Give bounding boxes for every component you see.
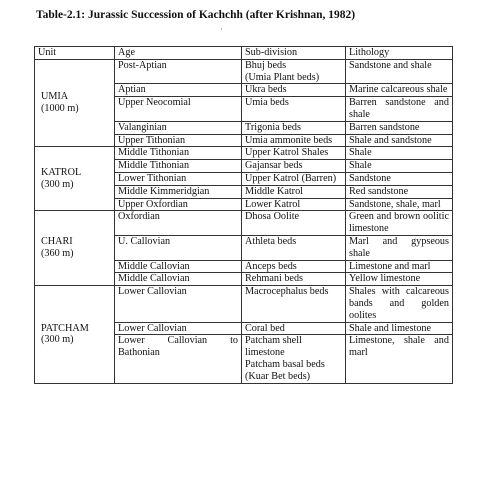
subdivision-cell: Patcham shell limestone Patcham basal beds (Kuar Bet beds)	[242, 335, 346, 383]
lithology-cell: Sandstone	[346, 172, 453, 185]
subdivision-cell: Upper Katrol (Barren)	[242, 172, 346, 185]
unit-name: KATROL	[41, 167, 82, 179]
header-unit: Unit	[35, 47, 115, 60]
age-cell: Lower Callovian to Bathonian	[115, 335, 242, 383]
jurassic-succession-table	[34, 46, 453, 384]
lithology-cell: Shale and sandstone	[346, 134, 453, 147]
lithology-cell: Sandstone, shale, marl	[346, 198, 453, 211]
unit-thickness: (360 m)	[41, 248, 74, 260]
subdivision-cell: Upper Katrol Shales	[242, 147, 346, 160]
unit-thickness: (300 m)	[41, 334, 74, 346]
lithology-cell: Limestone and marl	[346, 260, 453, 273]
subdivision-cell: Lower Katrol	[242, 198, 346, 211]
age-cell: Valanginian	[115, 121, 242, 134]
lithology-cell: Shale	[346, 147, 453, 160]
unit-thickness: (300 m)	[41, 178, 74, 190]
subdivision-cell: Athleta beds	[242, 235, 346, 260]
lithology-cell: Marl and gypseous shale	[346, 235, 453, 260]
unit-cell	[35, 147, 115, 211]
unit-name: CHARI	[41, 236, 73, 248]
lithology-cell: Shale	[346, 160, 453, 173]
age-cell: Upper Neocomial	[115, 97, 242, 122]
table-row	[35, 286, 453, 322]
age-cell: Middle Kimmeridgian	[115, 185, 242, 198]
age-cell: Upper Oxfordian	[115, 198, 242, 211]
lithology-cell: Yellow limestone	[346, 273, 453, 286]
subdivision-cell: Macrocephalus beds	[242, 286, 346, 322]
age-cell: Middle Tithonian	[115, 160, 242, 173]
age-cell: Lower Tithonian	[115, 172, 242, 185]
subdivision-cell: Rehmani beds	[242, 273, 346, 286]
header-subdivision: Sub-division	[242, 47, 346, 60]
age-cell: Lower Callovian	[115, 322, 242, 335]
subdivision-cell: Umia beds	[242, 97, 346, 122]
header-age: Age	[115, 47, 242, 60]
age-cell: Post-Aptian	[115, 59, 242, 84]
unit-cell	[35, 286, 115, 383]
header-lithology: Lithology	[346, 47, 453, 60]
table-row	[35, 59, 453, 84]
table-row	[35, 211, 453, 236]
age-cell: Oxfordian	[115, 211, 242, 236]
subdivision-cell: Coral bed	[242, 322, 346, 335]
subdivision-cell: Anceps beds	[242, 260, 346, 273]
subdivision-cell: Middle Katrol	[242, 185, 346, 198]
unit-cell	[35, 211, 115, 286]
subdivision-cell: Trigonia beds	[242, 121, 346, 134]
unit-name: UMIA	[41, 91, 69, 103]
unit-thickness: (1000 m)	[41, 103, 79, 115]
age-cell: Upper Tithonian	[115, 134, 242, 147]
unit-cell	[35, 59, 115, 147]
subdivision-cell: Dhosa Oolite	[242, 211, 346, 236]
lithology-cell: Shale and limestone	[346, 322, 453, 335]
subdivision-cell: Bhuj beds (Umia Plant beds)	[242, 59, 346, 84]
lithology-cell: Shales with calcareous bands and golden oolites	[346, 286, 453, 322]
header-row	[35, 47, 453, 60]
table-title: Table-2.1: Jurassic Succession of Kachchh (after Krishnan, 1982)	[36, 9, 356, 21]
table-row	[35, 147, 453, 160]
age-cell: U. Callovian	[115, 235, 242, 260]
age-cell: Aptian	[115, 84, 242, 97]
subdivision-cell: Umia ammonite beds	[242, 134, 346, 147]
age-cell: Middle Tithonian	[115, 147, 242, 160]
lithology-cell: Red sandstone	[346, 185, 453, 198]
subdivision-cell: Gajansar beds	[242, 160, 346, 173]
unit-name: PATCHAM	[41, 322, 89, 334]
lithology-cell: Green and brown oolitic limestone	[346, 211, 453, 236]
age-cell: Middle Callovian	[115, 260, 242, 273]
subdivision-cell: Ukra beds	[242, 84, 346, 97]
lithology-cell: Barren sandstone and shale	[346, 97, 453, 122]
age-cell: Middle Callovian	[115, 273, 242, 286]
scan-speck: ·	[220, 24, 223, 34]
age-cell: Lower Callovian	[115, 286, 242, 322]
lithology-cell: Limestone, shale and marl	[346, 335, 453, 383]
lithology-cell: Marine calcareous shale	[346, 84, 453, 97]
lithology-cell: Sandstone and shale	[346, 59, 453, 84]
lithology-cell: Barren sandstone	[346, 121, 453, 134]
